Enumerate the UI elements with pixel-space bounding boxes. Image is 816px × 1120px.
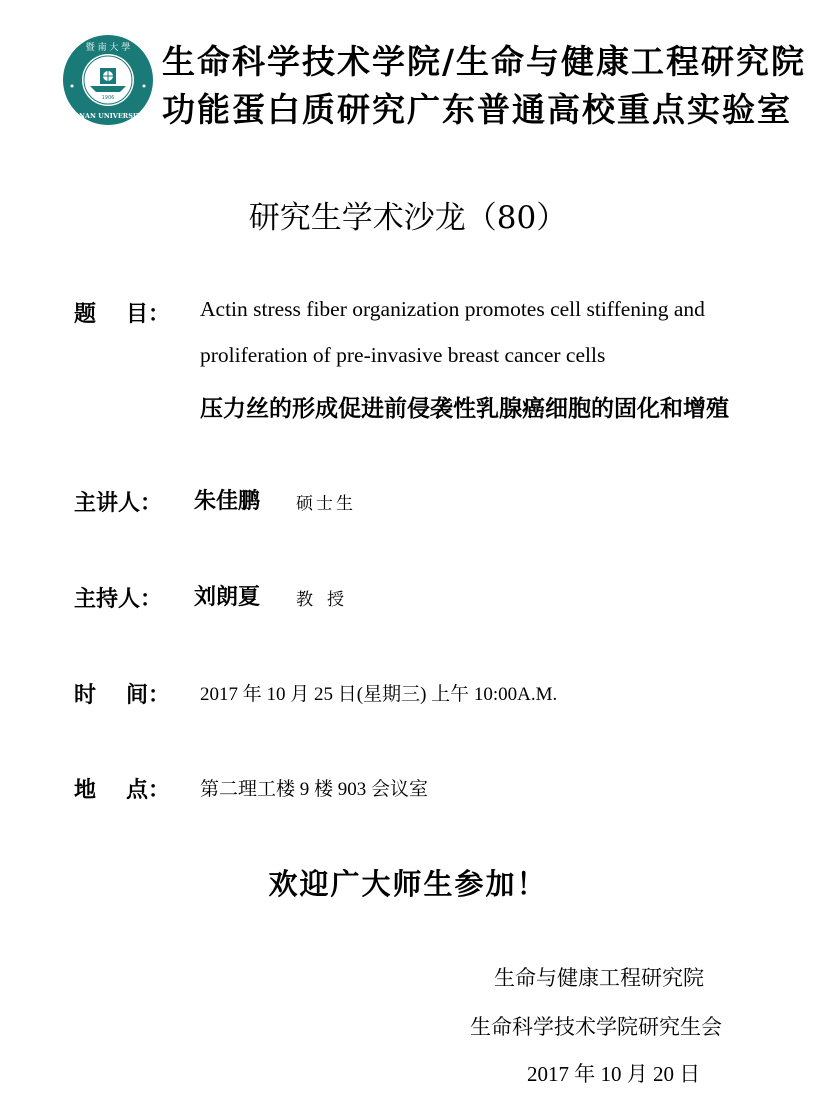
topic-english-line2: proliferation of pre-invasive breast cancer cells <box>200 343 606 367</box>
place-value: 第二理工楼 9 楼 903 会议室 <box>200 779 429 800</box>
topic-english-line1: Actin stress fiber organization promotes cell stiffening and <box>200 297 705 321</box>
signature-org2: 生命科学技术学院研究生会 <box>470 1015 722 1039</box>
signature-org1: 生命与健康工程研究院 <box>494 966 704 990</box>
header-institute-line: 生命科学技术学院/生命与健康工程研究院 <box>162 42 807 81</box>
speaker-title: 硕士生 <box>296 494 356 514</box>
host-title: 教授 <box>296 590 358 610</box>
place-label-char1: 地 <box>74 777 97 803</box>
topic-label-char2: 目： <box>126 301 171 327</box>
speaker-label: 主讲人： <box>74 490 163 516</box>
jinan-university-emblem-icon <box>62 34 154 126</box>
time-label-char1: 时 <box>74 682 97 708</box>
place-label-char2: 点： <box>126 777 171 803</box>
svg-text:JI NAN UNIVERSITY: JI NAN UNIVERSITY <box>70 112 146 120</box>
place-label <box>74 773 170 804</box>
svg-text:1906: 1906 <box>101 95 115 101</box>
topic-label-char1: 题 <box>74 301 97 327</box>
topic-label <box>74 297 170 328</box>
svg-text:暨 南 大 學: 暨 南 大 學 <box>85 43 131 53</box>
time-label <box>74 678 170 709</box>
time-label-char2: 间： <box>126 682 171 708</box>
salon-title: 研究生学术沙龙（80） <box>248 200 568 236</box>
header-laboratory-line: 功能蛋白质研究广东普通高校重点实验室 <box>162 90 792 129</box>
host-name: 刘朗夏 <box>194 584 261 610</box>
speaker-name: 朱佳鹏 <box>194 488 261 514</box>
host-label: 主持人： <box>74 586 163 612</box>
topic-chinese: 压力丝的形成促进前侵袭性乳腺癌细胞的固化和增殖 <box>200 395 729 422</box>
signature-date: 2017 年 10 月 20 日 <box>527 1062 701 1086</box>
time-value: 2017 年 10 月 25 日(星期三) 上午 10:00A.M. <box>200 684 558 705</box>
university-logo <box>62 34 154 126</box>
welcome-message: 欢迎广大师生参加！ <box>268 867 548 901</box>
